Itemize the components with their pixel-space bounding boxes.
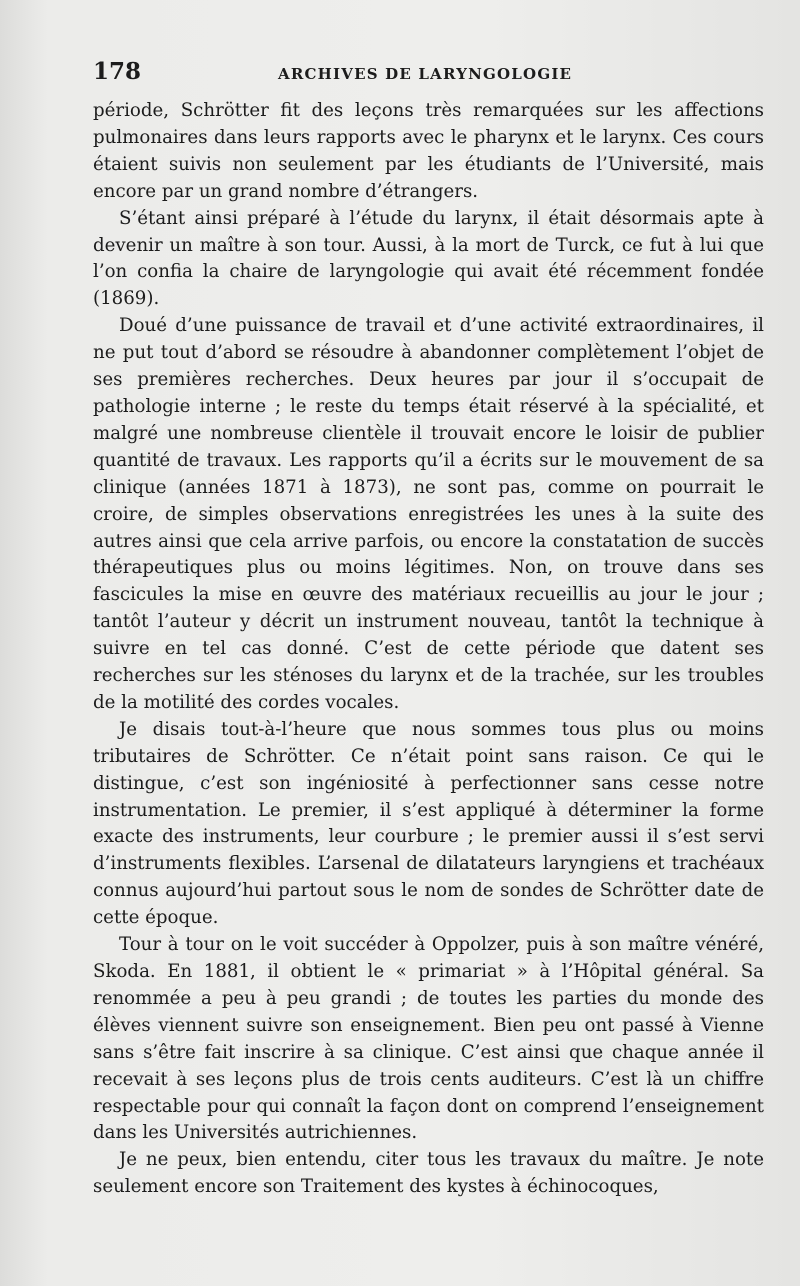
- paragraph-1: période, Schrötter fit des leçons très remarquées sur les affections pulmonaires dans leurs rapports avec le pharynx et le larynx. Ces cours étaient suivis non seulement par les étudiants de l’Université, mais encore par un grand nombre d’étrangers.: [93, 100, 764, 202]
- paragraph-6: Je ne peux, bien entendu, citer tous les travaux du maître. Je note seulement encore son Traitement des kystes à échinocoques,: [93, 1149, 764, 1198]
- running-title: ARCHIVES DE LARYNGOLOGIE: [278, 65, 573, 83]
- paragraph-5: Tour à tour on le voit succéder à Oppolzer, puis à son maître vénéré, Skoda. En 1881, il obtient le « primariat » à l’Hôpital général. Sa renommée a peu à peu grandi ; de toutes les parties du monde des élèves viennent suivre son enseignement. Bien peu ont passé à Vienne sans s’être fait inscrire à sa clinique. C’est ainsi que chaque année il recevait à ses leçons plus de trois cents auditeurs. C’est là un chiffre respectable pour qui connaît la façon dont on comprend l’enseignement dans les Universités autrichiennes.: [93, 934, 764, 1144]
- page-header: [93, 58, 764, 98]
- page-number: 178: [93, 58, 142, 85]
- body-text: [93, 98, 764, 1201]
- paragraph-2: S’étant ainsi préparé à l’étude du larynx, il était désormais apte à devenir un maître à son tour. Aussi, à la mort de Turck, ce fut à lui que l’on confia la chaire de laryngologie qui avait été récemment fondée (1869).: [93, 207, 764, 310]
- paragraph-3: Doué d’une puissance de travail et d’une activité extraordinaires, il ne put tout d’abord se résoudre à abandonner complètement l’objet de ses premières recherches. Deux heures par jour il s’occupait de pathologie interne ; le reste du temps était réservé à la spécialité, et malgré une nombreuse clientèle il trouvait encore le loisir de publier quantité de travaux. Les rapports qu’il a écrits sur le mouvement de sa clinique (années 1871 à 1873), ne sont pas, comme on pourrait le croire, de simples observations enregistrées les unes à la suite des autres ainsi que cela arrive parfois, ou encore la constatation de succès thérapeutiques plus ou moins légitimes. Non, on trouve dans ses fascicules la mise en œuvre des matériaux recueillis au jour le jour ; tantôt l’auteur y décrit un instrument nouveau, tantôt la technique à suivre en tel cas donné. C’est de cette période que datent ses recherches sur les sténoses du larynx et de la trachée, sur les troubles de la motilité des cordes vocales.: [93, 315, 764, 713]
- paragraph-4: Je disais tout-à-l’heure que nous sommes tous plus ou moins tributaires de Schrötter. Ce n’était point sans raison. Ce qui le distingue, c’est son ingéniosité à perfectionner sans cesse notre instrumentation. Le premier, il s’est appliqué à déterminer la forme exacte des instruments, leur courbure ; le premier aussi il s’est servi d’instruments flexibles. L’arsenal de dilatateurs laryngiens et trachéaux connus aujourd’hui partout sous le nom de sondes de Schrötter date de cette époque.: [93, 718, 764, 929]
